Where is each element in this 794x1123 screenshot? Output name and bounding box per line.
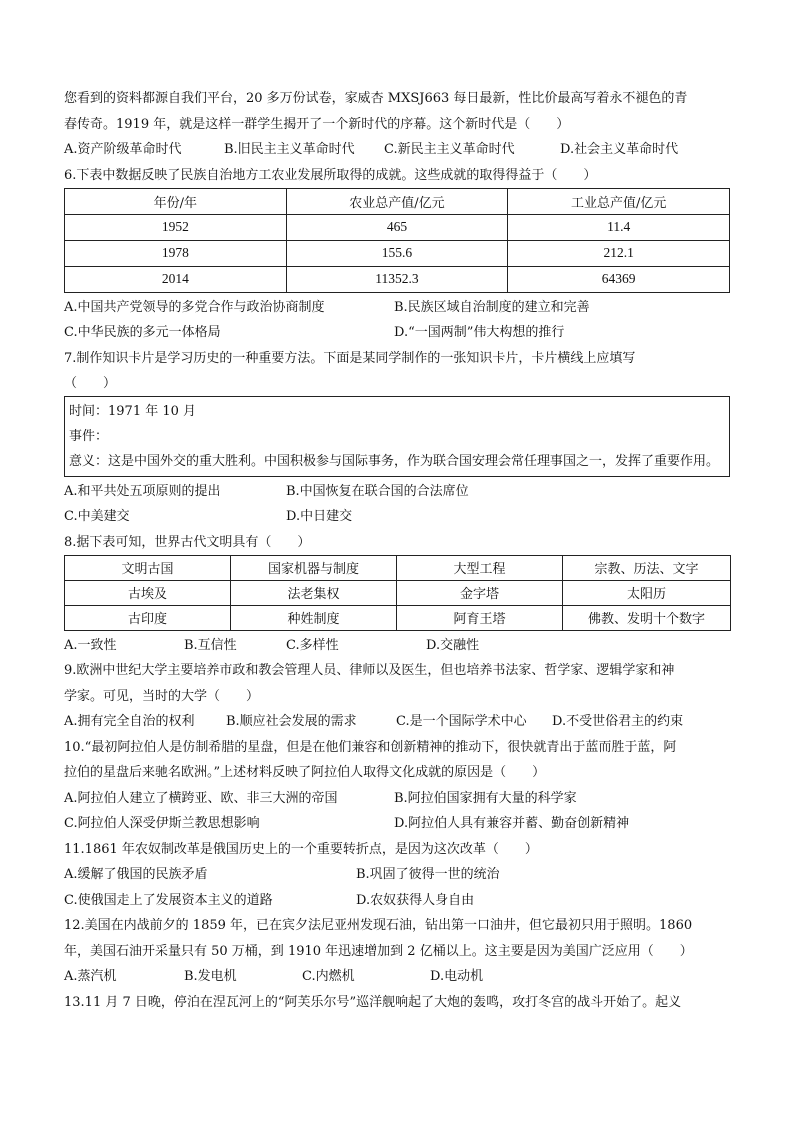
option-b[interactable]: B.互信性 xyxy=(184,637,237,653)
table-cell: 1978 xyxy=(65,240,287,266)
option-a[interactable]: A.中国共产党领导的多党合作与政治协商制度 xyxy=(64,299,325,315)
table-cell: 11.4 xyxy=(508,214,730,240)
table-cell: 212.1 xyxy=(508,240,730,266)
table-header: 文明古国 xyxy=(65,555,231,580)
q8-options xyxy=(64,633,730,659)
table-cell: 金字塔 xyxy=(397,580,563,605)
option-d[interactable]: D.电动机 xyxy=(430,969,484,984)
q9-stem-1: 9.欧洲中世纪大学主要培养市政和教会管理人员、律师以及医生，但也培养书法家、哲学家、逻辑学家和神 xyxy=(64,663,675,678)
option-c[interactable]: C.使俄国走上了发展资本主义的道路 xyxy=(64,892,273,908)
exam-page xyxy=(64,86,730,1015)
q11-stem: 11.1861 年农奴制改革是俄国历史上的一个重要转折点，是因为这次改革（ ） xyxy=(64,841,538,857)
card-event: 事件： xyxy=(69,428,109,444)
option-d[interactable]: D.社会主义革命时代 xyxy=(560,142,679,157)
card-meaning: 意义：这是中国外交的重大胜利。中国积极参与国际事务，作为联合国安理会常任理事国之一，发挥了重要作用。 xyxy=(69,453,720,469)
table-row xyxy=(65,214,730,240)
option-a[interactable]: A.缓解了俄国的民族矛盾 xyxy=(64,867,208,882)
option-a[interactable]: A.一致性 xyxy=(64,637,117,653)
option-c[interactable]: C.新民主主义革命时代 xyxy=(384,142,515,157)
intro-line-2: 春传奇。1919 年，就是这样一群学生揭开了一个新时代的序幕。这个新时代是（ ） xyxy=(64,116,570,132)
knowledge-card xyxy=(64,396,730,477)
option-d[interactable]: D.农奴获得人身自由 xyxy=(356,892,475,908)
option-b[interactable]: B.顺应社会发展的需求 xyxy=(226,714,357,729)
table-cell: 64369 xyxy=(508,266,730,292)
table-cell: 2014 xyxy=(65,266,287,292)
q8-stem: 8.据下表可知，世界古代文明具有（ ） xyxy=(64,534,311,550)
table-header-row xyxy=(65,188,730,214)
option-a[interactable]: A.资产阶级革命时代 xyxy=(64,142,182,157)
q11-options-row-2 xyxy=(64,888,730,914)
table-row xyxy=(65,605,731,630)
table-header: 宗教、历法、文字 xyxy=(563,555,731,580)
table-row xyxy=(65,266,730,292)
option-d[interactable]: D.阿拉伯人具有兼容并蓄、勤奋创新精神 xyxy=(394,816,630,831)
option-a[interactable]: A.和平共处五项原则的提出 xyxy=(64,483,221,499)
table-cell: 古埃及 xyxy=(65,580,231,605)
q12-options xyxy=(64,964,730,990)
q7-options-row-1 xyxy=(64,479,730,505)
q6-options-row-2 xyxy=(64,320,730,346)
table-cell: 法老集权 xyxy=(231,580,397,605)
table-cell: 155.6 xyxy=(286,240,508,266)
q9-options xyxy=(64,709,730,735)
table-header: 农业总产值/亿元 xyxy=(286,188,508,214)
option-d[interactable]: D.“一国两制”伟大构想的推行 xyxy=(394,325,565,340)
option-a[interactable]: A.蒸汽机 xyxy=(64,969,117,984)
card-time: 时间：1971 年 10 月 xyxy=(69,403,197,419)
q6-stem: 6.下表中数据反映了民族自治地方工农业发展所取得的成就。这些成就的取得得益于（ ） xyxy=(64,167,597,183)
q11-options-row-1 xyxy=(64,862,730,888)
q9-stem-2: 学家。可见，当时的大学（ ） xyxy=(64,688,260,704)
table-cell: 佛教、发明十个数字 xyxy=(563,605,731,630)
table-header: 工业总产值/亿元 xyxy=(508,188,730,214)
option-a[interactable]: A.阿拉伯人建立了横跨亚、欧、非三大洲的帝国 xyxy=(64,790,338,806)
option-b[interactable]: B.旧民主主义革命时代 xyxy=(224,142,355,157)
option-c[interactable]: C.中美建交 xyxy=(64,509,130,524)
option-b[interactable]: B.巩固了彼得一世的统治 xyxy=(356,867,500,882)
option-c[interactable]: C.多样性 xyxy=(286,637,339,653)
q10-options-row-1 xyxy=(64,786,730,812)
q12-stem-1: 12.美国在内战前夕的 1859 年，已在宾夕法尼亚州发现石油，钻出第一口油井，但它最初只用于照明。1860 xyxy=(64,918,693,933)
q7-stem-1: 7.制作知识卡片是学习历史的一种重要方法。下面是某同学制作的一张知识卡片，卡片横线上应填写 xyxy=(64,350,636,366)
option-b[interactable]: B.民族区域自治制度的建立和完善 xyxy=(394,299,590,315)
table-header: 大型工程 xyxy=(397,555,563,580)
table-header: 国家机器与制度 xyxy=(231,555,397,580)
q6-options-row-1 xyxy=(64,295,730,321)
option-d[interactable]: D.交融性 xyxy=(426,637,480,653)
table-cell: 种姓制度 xyxy=(231,605,397,630)
option-b[interactable]: B.阿拉伯国家拥有大量的科学家 xyxy=(394,790,577,806)
q10-options-row-2 xyxy=(64,811,730,837)
table-cell: 古印度 xyxy=(65,605,231,630)
table-cell: 阿育王塔 xyxy=(397,605,563,630)
option-c[interactable]: C.阿拉伯人深受伊斯兰教思想影响 xyxy=(64,816,260,831)
table-cell: 465 xyxy=(286,214,508,240)
table-row xyxy=(65,580,731,605)
table-header: 年份/年 xyxy=(65,188,287,214)
option-c[interactable]: C.内燃机 xyxy=(302,969,355,984)
table-header-row xyxy=(65,555,731,580)
table-cell: 太阳历 xyxy=(563,580,731,605)
q13-stem-1: 13.11 月 7 日晚，停泊在涅瓦河上的“阿芙乐尔号”巡洋舰响起了大炮的轰鸣，攻打冬宫的战斗开始了。起义 xyxy=(64,994,682,1010)
option-c[interactable]: C.是一个国际学术中心 xyxy=(396,714,527,729)
q7-options-row-2 xyxy=(64,504,730,530)
q12-stem-2: 年，美国石油开采量只有 50 万桶，到 1910 年迅速增加到 2 亿桶以上。这主要是因为美国广泛应用（ ） xyxy=(64,943,693,959)
table-cell: 1952 xyxy=(65,214,287,240)
q8-table xyxy=(64,555,731,631)
intro-line-1: 您看到的资料都源自我们平台，20 多万份试卷，家威杏 MXSJ663 每日最新，性比价最高写着永不褪色的青 xyxy=(64,91,688,106)
q6-table xyxy=(64,188,730,293)
table-row xyxy=(65,240,730,266)
q10-stem-1: 10.“最初阿拉伯人是仿制希腊的星盘，但是在他们兼容和创新精神的推动下，很快就青出于蓝而胜于蓝，阿 xyxy=(64,739,677,755)
option-a[interactable]: A.拥有完全自治的权利 xyxy=(64,714,195,729)
option-d[interactable]: D.中日建交 xyxy=(286,509,353,524)
q5-options xyxy=(64,137,730,163)
option-b[interactable]: B.中国恢复在联合国的合法席位 xyxy=(286,483,469,499)
option-c[interactable]: C.中华民族的多元一体格局 xyxy=(64,325,221,340)
option-b[interactable]: B.发电机 xyxy=(184,969,237,984)
q7-stem-2: （ ） xyxy=(64,375,117,391)
table-cell: 11352.3 xyxy=(286,266,508,292)
option-d[interactable]: D.不受世俗君主的约束 xyxy=(552,714,684,729)
q10-stem-2: 拉伯的星盘后来驰名欧洲。”上述材料反映了阿拉伯人取得文化成就的原因是（ ） xyxy=(64,765,546,780)
